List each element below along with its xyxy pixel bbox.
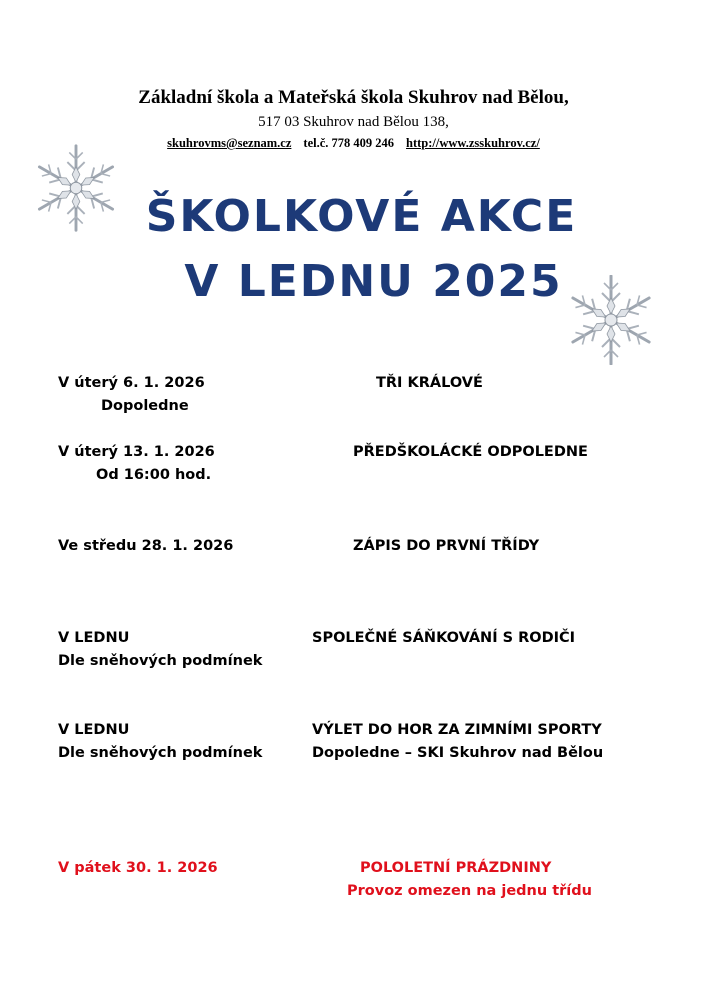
page-title-line-1: ŠKOLKOVÉ AKCE	[145, 191, 578, 242]
page-title-line-2: V LEDNU 2025	[184, 256, 563, 307]
event-date: V pátek 30. 1. 2026	[58, 860, 218, 876]
event-title: POLOLETNÍ PRÁZDNINY	[360, 860, 552, 876]
event-time-note: Dle sněhových podmínek	[58, 745, 263, 761]
event-title: ZÁPIS DO PRVNÍ TŘÍDY	[353, 538, 540, 554]
event-date: V úterý 6. 1. 2026	[58, 375, 205, 391]
school-address: 517 03 Skuhrov nad Bělou 138,	[258, 114, 449, 130]
event-title: TŘI KRÁLOVÉ	[376, 375, 483, 391]
event-time-note: Dle sněhových podmínek	[58, 653, 263, 669]
event-title: SPOLEČNÉ SÁŇKOVÁNÍ S RODIČI	[312, 630, 576, 646]
event-time-note: Od 16:00 hod.	[96, 467, 212, 483]
event-detail: Dopoledne – SKI Skuhrov nad Bělou	[312, 745, 604, 761]
event-title: VÝLET DO HOR ZA ZIMNÍMI SPORTY	[312, 722, 602, 738]
event-detail: Provoz omezen na jednu třídu	[347, 883, 592, 899]
email-link[interactable]: skuhrovms@seznam.cz	[167, 136, 292, 150]
event-date: V úterý 13. 1. 2026	[58, 444, 215, 460]
event-title: PŘEDŠKOLÁCKÉ ODPOLEDNE	[353, 444, 588, 460]
event-date: Ve středu 28. 1. 2026	[58, 538, 234, 554]
event-date: V LEDNU	[58, 722, 130, 738]
website-link[interactable]: http://www.zsskuhrov.cz/	[406, 136, 540, 150]
phone-number: tel.č. 778 409 246	[303, 136, 395, 150]
event-date: V LEDNU	[58, 630, 130, 646]
event-time-note: Dopoledne	[101, 398, 189, 414]
school-name: Základní škola a Mateřská škola Skuhrov nad Bělou,	[138, 87, 569, 108]
